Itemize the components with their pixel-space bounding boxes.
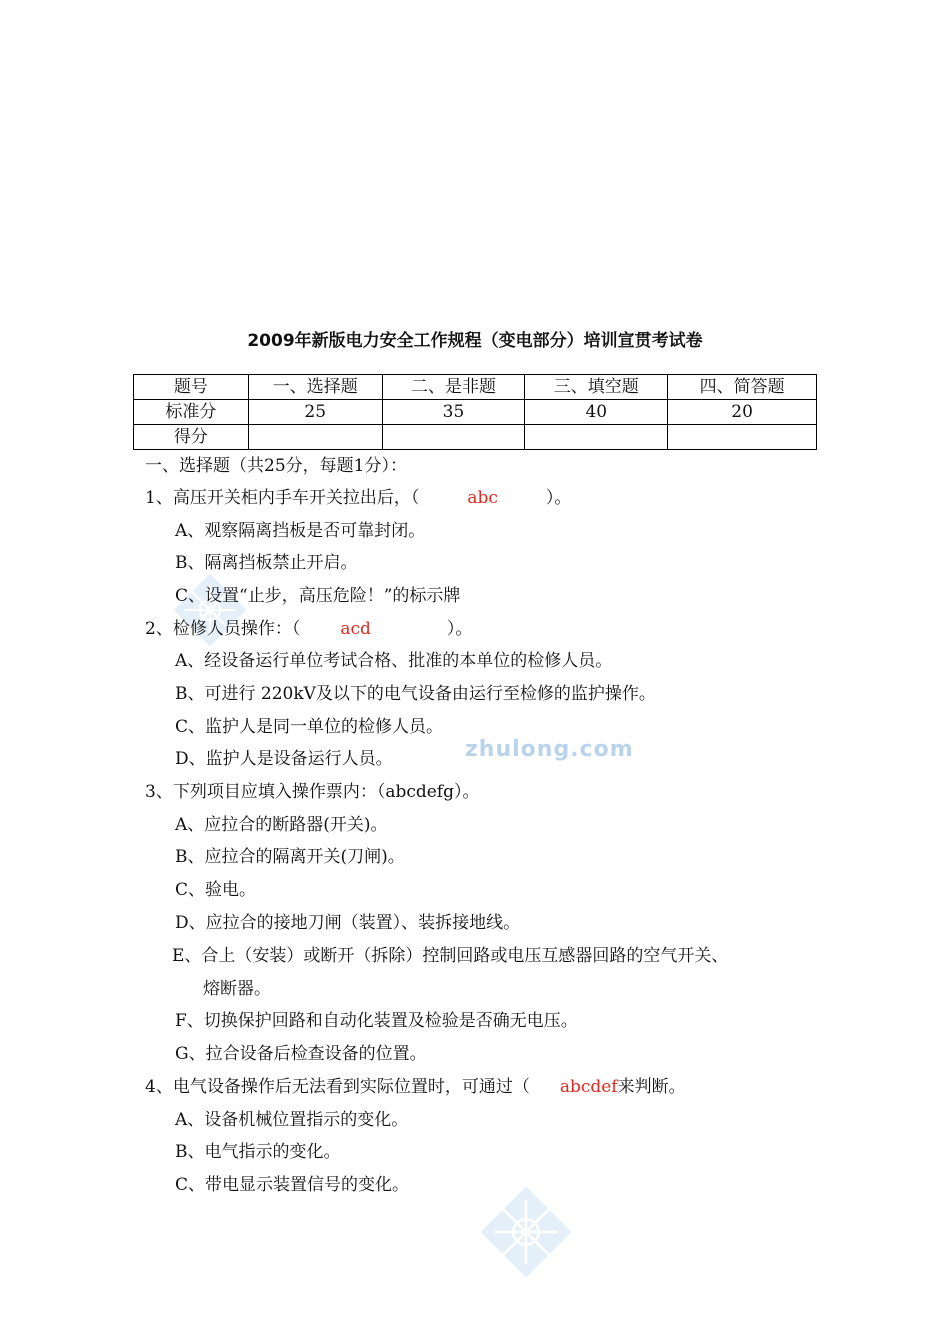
option-item: F、切换保护回路和自动化装置及检验是否确无电压。 bbox=[175, 1011, 578, 1031]
option-item: C、设置“止步，高压危险！”的标示牌 bbox=[175, 586, 461, 606]
option-item: B、隔离挡板禁止开启。 bbox=[175, 553, 358, 573]
option-item: C、验电。 bbox=[175, 880, 257, 900]
table-header-cell: 题号 bbox=[134, 375, 249, 400]
table-cell: 40 bbox=[525, 400, 668, 425]
option-item: G、拉合设备后检查设备的位置。 bbox=[175, 1044, 427, 1064]
option-item: D、监护人是设备运行人员。 bbox=[175, 749, 393, 769]
question-3: 3、下列项目应填入操作票内：（abcdefg）。 bbox=[145, 782, 480, 802]
table-cell: 35 bbox=[382, 400, 525, 425]
option-item: A、应拉合的断路器(开关)。 bbox=[175, 815, 388, 835]
option-item: A、经设备运行单位考试合格、批准的本单位的检修人员。 bbox=[175, 651, 613, 671]
table-cell bbox=[382, 425, 525, 450]
option-item: C、监护人是同一单位的检修人员。 bbox=[175, 717, 444, 737]
question-text: 2、检修人员操作：（ bbox=[145, 619, 301, 639]
question-suffix: 来判断。 bbox=[617, 1077, 686, 1097]
score-table bbox=[133, 374, 817, 450]
answer-text: abcdef bbox=[559, 1077, 618, 1097]
option-item: A、观察隔离挡板是否可靠封闭。 bbox=[175, 521, 426, 541]
table-cell bbox=[525, 425, 668, 450]
question-text: 1、高压开关柜内手车开关拉出后，（ bbox=[145, 488, 420, 508]
answer-text: abc bbox=[467, 488, 498, 508]
option-item: B、电气指示的变化。 bbox=[175, 1142, 341, 1162]
table-header-row bbox=[134, 375, 817, 400]
section-heading: 一、选择题（共25分，每题1分）： bbox=[145, 456, 407, 476]
table-cell bbox=[248, 425, 382, 450]
option-item-continuation: 熔断器。 bbox=[203, 979, 271, 999]
snowflake-logo-icon bbox=[470, 1182, 582, 1282]
question-2 bbox=[145, 618, 472, 640]
page-title: 2009年新版电力安全工作规程（变电部分）培训宣贯考试卷 bbox=[247, 331, 703, 351]
table-cell bbox=[668, 425, 817, 450]
table-cell: 25 bbox=[248, 400, 382, 425]
question-suffix: ）。 bbox=[446, 619, 473, 639]
table-header-cell: 四、简答题 bbox=[668, 375, 817, 400]
question-4 bbox=[145, 1076, 686, 1098]
table-header-cell: 一、选择题 bbox=[248, 375, 382, 400]
option-item: C、带电显示装置信号的变化。 bbox=[175, 1175, 410, 1195]
question-text: 4、电气设备操作后无法看到实际位置时，可通过（ bbox=[145, 1077, 530, 1097]
option-item: B、可进行 220kV及以下的电气设备由运行至检修的监护操作。 bbox=[175, 684, 656, 704]
option-item: D、应拉合的接地刀闸（装置）、装拆接地线。 bbox=[175, 913, 521, 933]
table-cell: 得分 bbox=[134, 425, 249, 450]
answer-text: acd bbox=[340, 619, 371, 639]
table-row bbox=[134, 425, 817, 450]
option-item: B、应拉合的隔离开关(刀闸)。 bbox=[175, 847, 405, 867]
question-1 bbox=[145, 487, 571, 509]
table-header-cell: 二、是非题 bbox=[382, 375, 525, 400]
table-header-cell: 三、填空题 bbox=[525, 375, 668, 400]
table-cell: 标准分 bbox=[134, 400, 249, 425]
table-row bbox=[134, 400, 817, 425]
option-item: A、设备机械位置指示的变化。 bbox=[175, 1110, 409, 1130]
table-cell: 20 bbox=[668, 400, 817, 425]
option-item: E、合上（安装）或断开（拆除）控制回路或电压互感器回路的空气开关、 bbox=[172, 946, 729, 966]
watermark-text: zhulong.com bbox=[465, 737, 634, 762]
question-suffix: ）。 bbox=[545, 488, 572, 508]
